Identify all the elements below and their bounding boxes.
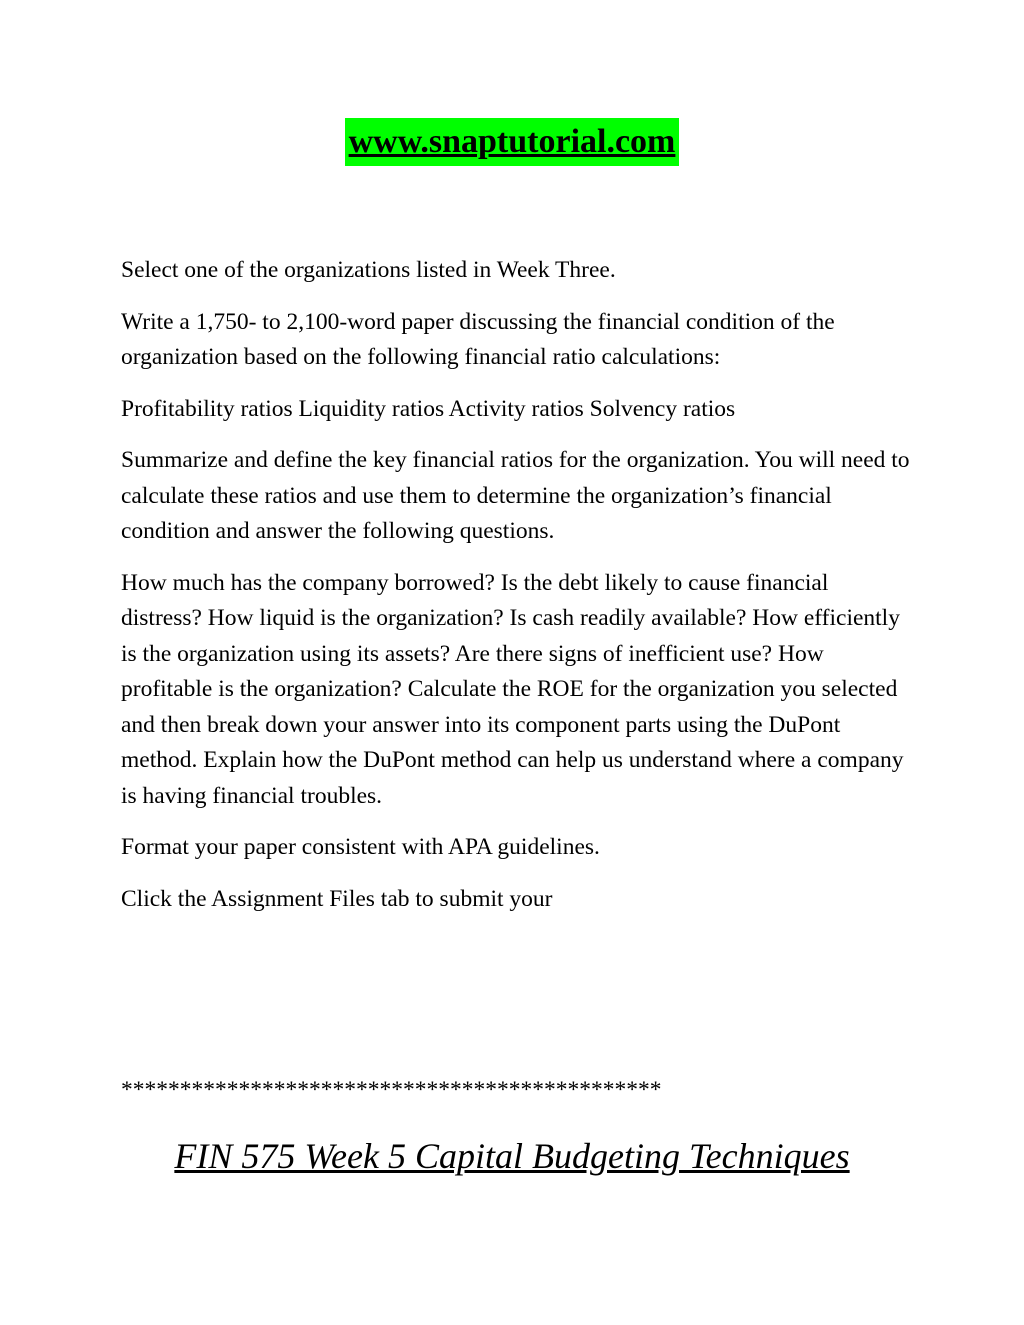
paragraph-questions: How much has the company borrowed? Is the debt likely to cause financial distress? How liquid is the organization? Is cash readily available? How efficiently is the organization using its assets? Are there signs of inefficient use? How profitable is the organization? Calculate the ROE for the organization you selected and then break down your answer into its component parts using the DuPont method. Explain how the DuPont method can help us understand where a company is having financial troubles.	[121, 569, 904, 809]
paragraph-format: Format your paper consistent with APA guidelines.	[121, 834, 600, 860]
site-header	[0, 118, 1024, 166]
paragraph-submit: Click the Assignment Files tab to submit your	[121, 885, 553, 912]
paragraph-ratio-types: Profitability ratios Liquidity ratios Activity ratios Solvency ratios	[121, 395, 736, 422]
paragraph-select-org: Select one of the organizations listed in Week Three.	[121, 257, 616, 283]
paragraph-paper-length: Write a 1,750- to 2,100-word paper discussing the financial condition of the organization based on the following financial ratio calculations:	[121, 308, 835, 370]
assignment-body	[121, 253, 911, 933]
paragraph-summarize: Summarize and define the key financial ratios for the organization. You will need to calculate these ratios and use them to determine the organization’s financial condition and answer the following questions.	[121, 447, 910, 544]
next-assignment-title[interactable]: FIN 575 Week 5 Capital Budgeting Techniques	[174, 1136, 850, 1176]
asterisk-separator: **********************************************	[121, 1077, 662, 1103]
site-link[interactable]: www.snaptutorial.com	[345, 118, 680, 166]
